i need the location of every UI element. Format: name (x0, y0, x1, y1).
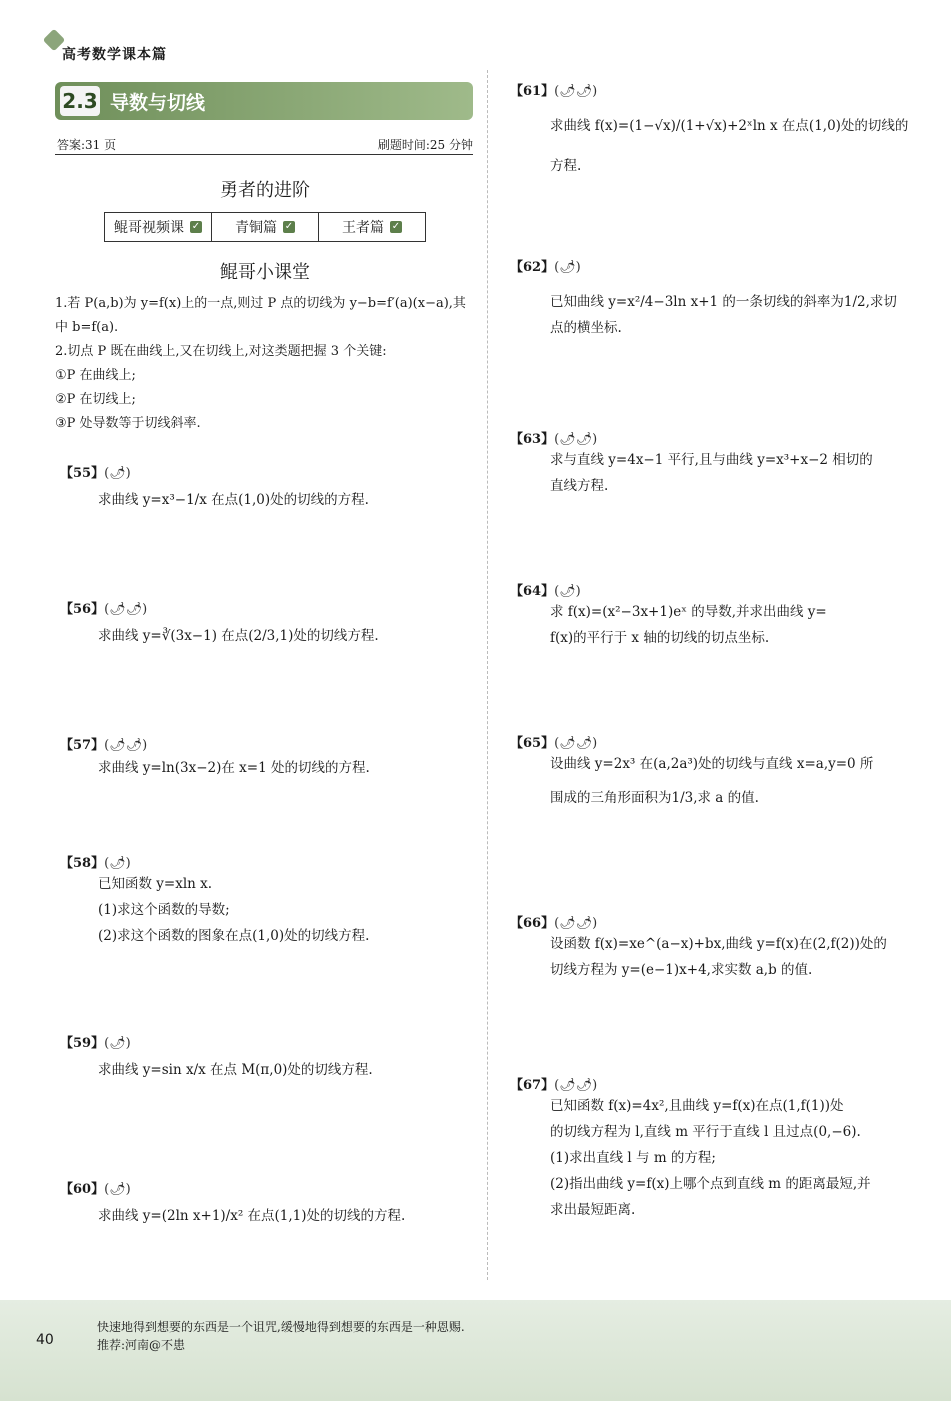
check-icon: ✓ (191, 221, 201, 232)
tip-line: ①P 在曲线上; (55, 368, 136, 383)
tip-line: ②P 在切线上; (55, 392, 136, 407)
tip-line: 1.若 P(a,b)为 y=f(x)上的一点,则过 P 点的切线为 y−b=f′(a)(x−a),其中 b=f(a). (55, 296, 466, 335)
problem-58: 【58】(🌶) 已知函数 y=xln x. (1)求这个函数的导数; (2)求这个函数的图象在点(1,0)处的切线方程. (60, 856, 370, 944)
pepper-icon: (🌶) (104, 466, 131, 481)
pepper-icon: (🌶) (554, 584, 581, 599)
column-divider (487, 70, 489, 1280)
lesson-title: 鲲哥小课堂 (220, 262, 310, 283)
level-tabs (104, 212, 426, 242)
tip-line: ③P 处导数等于切线斜率. (55, 416, 201, 431)
pepper-icon: (🌶) (104, 1182, 131, 1197)
practice-time: 刷题时间:25 分钟 (377, 138, 473, 152)
problem-65: 【65】(🌶🌶) 设曲线 y=2x³ 在(a,2a³)处的切线与直线 x=a,y=0 所 围成的三角形面积为1/3,求 a 的值. (510, 736, 874, 806)
pepper-icon: (🌶🌶) (554, 736, 598, 751)
check-icon: ✓ (391, 221, 401, 232)
pepper-icon: (🌶🌶) (554, 916, 598, 931)
problem-67: 【67】(🌶🌶) 已知函数 f(x)=4x²,且曲线 y=f(x)在点(1,f(1))处 的切线方程为 l,直线 m 平行于直线 l 且过点(0,−6). (1)求出直线 l 与 m 的方程; (2)指出曲线 y=f(x)上哪个点到直线 m 的距离最短,并 求出最短距离. (510, 1078, 871, 1218)
tip-line: 2.切点 P 既在曲线上,又在切线上,对这类题把握 3 个关键: (55, 344, 387, 359)
page-number: 40 (36, 1332, 54, 1348)
tab-bronze[interactable]: 青铜篇 ✓ (212, 213, 319, 241)
tips-block (55, 292, 473, 436)
problem-64: 【64】(🌶) 求 f(x)=(x²−3x+1)eˣ 的导数,并求出曲线 y= f(x)的平行于 x 轴的切线的切点坐标. (510, 584, 827, 646)
pepper-icon: (🌶🌶) (104, 602, 148, 617)
footer-quote: 快速地得到想要的东西是一个诅咒,缓慢地得到想要的东西是一种恩赐. 推荐:河南@不患 (97, 1320, 465, 1352)
problem-61: 【61】(🌶🌶) 求曲线 f(x)=(1−√x)/(1+√x)+2ˣln x 在点(1,0)处的切线的 方程. (510, 84, 909, 174)
brave-title: 勇者的进阶 (220, 180, 310, 201)
pepper-icon: (🌶) (104, 856, 131, 871)
pepper-icon: (🌶🌶) (554, 84, 598, 99)
section-number: 2.3 (60, 86, 100, 116)
pepper-icon: (🌶) (104, 1036, 131, 1051)
pepper-icon: (🌶🌶) (554, 1078, 598, 1093)
problem-55: 【55】(🌶) 求曲线 y=x³−1/x 在点(1,0)处的切线的方程. (60, 466, 369, 508)
problem-56: 【56】(🌶🌶) 求曲线 y=∛(3x−1) 在点(2/3,1)处的切线方程. (60, 602, 379, 644)
header-rule (55, 154, 473, 155)
problem-59: 【59】(🌶) 求曲线 y=sin x/x 在点 M(π,0)处的切线方程. (60, 1036, 373, 1078)
tab-king[interactable]: 王者篇 ✓ (342, 220, 401, 236)
pepper-icon: (🌶🌶) (554, 432, 598, 447)
problem-66: 【66】(🌶🌶) 设函数 f(x)=xe^(a−x)+bx,曲线 y=f(x)在(2,f(2))处的 切线方程为 y=(e−1)x+4,求实数 a,b 的值. (510, 916, 887, 978)
pepper-icon: (🌶) (554, 260, 581, 275)
problem-63: 【63】(🌶🌶) 求与直线 y=4x−1 平行,且与曲线 y=x³+x−2 相切的 直线方程. (510, 432, 873, 494)
section-title: 导数与切线 (110, 92, 206, 114)
book-title: 高考数学课本篇 (62, 47, 167, 63)
check-icon: ✓ (284, 221, 294, 232)
answer-page: 答案:31 页 (57, 138, 117, 152)
tab-video[interactable]: 鲲哥视频课 ✓ (105, 213, 212, 241)
pepper-icon: (🌶🌶) (104, 738, 148, 753)
problem-57: 【57】(🌶🌶) 求曲线 y=ln(3x−2)在 x=1 处的切线的方程. (60, 738, 370, 776)
problem-60: 【60】(🌶) 求曲线 y=(2ln x+1)/x² 在点(1,1)处的切线的方程. (60, 1182, 406, 1224)
problem-62: 【62】(🌶) 已知曲线 y=x²/4−3ln x+1 的一条切线的斜率为1/2,求切 点的横坐标. (510, 260, 897, 336)
